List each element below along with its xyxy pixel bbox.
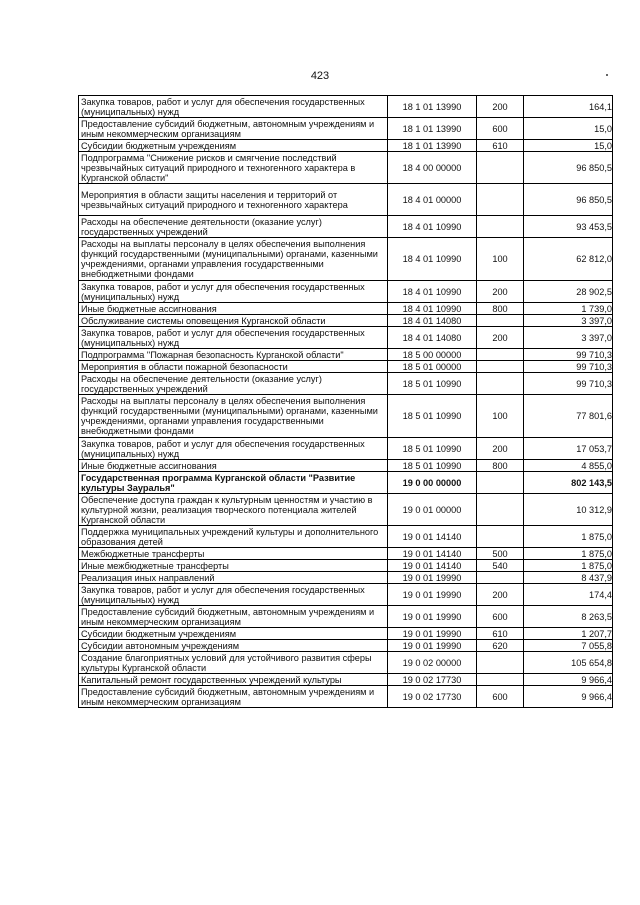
row-code-cell: 18 4 01 14080	[388, 327, 477, 349]
row-name-cell: Межбюджетные трансферты	[79, 548, 388, 560]
row-name-cell: Государственная программа Курганской области "Развитие культуры Зауралья"	[79, 472, 388, 494]
row-code-cell: 18 4 01 00000	[388, 184, 477, 216]
row-amount-cell: 1 875,0	[524, 548, 613, 560]
table-row	[79, 548, 613, 560]
row-name-cell: Субсидии автономным учреждениям	[79, 640, 388, 652]
table-row	[79, 373, 613, 395]
row-amount-cell: 93 453,5	[524, 216, 613, 238]
row-expense-type-cell	[477, 373, 524, 395]
row-amount-cell: 9 966,4	[524, 686, 613, 708]
row-code-cell: 19 0 01 14140	[388, 526, 477, 548]
row-code-cell: 19 0 01 19990	[388, 584, 477, 606]
table-row	[79, 584, 613, 606]
row-name-cell: Субсидии бюджетным учреждениям	[79, 140, 388, 152]
table-row	[79, 216, 613, 238]
row-expense-type-cell	[477, 472, 524, 494]
table-row	[79, 560, 613, 572]
table-row	[79, 686, 613, 708]
row-amount-cell: 105 654,8	[524, 652, 613, 674]
row-name-cell: Предоставление субсидий бюджетным, автономным учреждениям и иным некоммерческим организациям	[79, 686, 388, 708]
scan-mark	[606, 74, 608, 76]
row-code-cell: 18 4 01 10990	[388, 238, 477, 281]
row-expense-type-cell	[477, 152, 524, 184]
table-row	[79, 349, 613, 361]
row-code-cell: 18 4 01 10990	[388, 281, 477, 303]
row-amount-cell: 9 966,4	[524, 674, 613, 686]
row-code-cell: 19 0 00 00000	[388, 472, 477, 494]
row-code-cell: 18 4 01 10990	[388, 216, 477, 238]
row-amount-cell: 15,0	[524, 140, 613, 152]
row-amount-cell: 164,1	[524, 96, 613, 118]
row-code-cell: 19 0 02 17730	[388, 686, 477, 708]
row-code-cell: 19 0 01 19990	[388, 628, 477, 640]
row-name-cell: Закупка товаров, работ и услуг для обеспечения государственных (муниципальных) нужд	[79, 584, 388, 606]
table-row	[79, 652, 613, 674]
row-name-cell: Расходы на выплаты персоналу в целях обеспечения выполнения функций государственными (муниципальными) органами, казенными учреждениями, органами управления государственными внебюджетными фондами	[79, 238, 388, 281]
table-row	[79, 184, 613, 216]
row-name-cell: Подпрограмма "Снижение рисков и смягчение последствий чрезвычайных ситуаций природного и техногенного характера в Курганской области"	[79, 152, 388, 184]
row-name-cell: Обслуживание системы оповещения Курганской области	[79, 315, 388, 327]
row-expense-type-cell	[477, 216, 524, 238]
row-code-cell: 18 5 01 10990	[388, 438, 477, 460]
row-name-cell: Расходы на выплаты персоналу в целях обеспечения выполнения функций государственными (муниципальными) органами, казенными учреждениями, органами управления государственными внебюджетными фондами	[79, 395, 388, 438]
row-amount-cell: 15,0	[524, 118, 613, 140]
row-amount-cell: 96 850,5	[524, 184, 613, 216]
row-code-cell: 18 1 01 13990	[388, 118, 477, 140]
budget-table-body	[79, 96, 613, 708]
row-code-cell: 18 1 01 13990	[388, 96, 477, 118]
row-code-cell: 18 5 01 10990	[388, 395, 477, 438]
table-row	[79, 281, 613, 303]
row-code-cell: 18 4 00 00000	[388, 152, 477, 184]
row-amount-cell: 1 875,0	[524, 526, 613, 548]
row-expense-type-cell	[477, 349, 524, 361]
table-row	[79, 640, 613, 652]
row-name-cell: Закупка товаров, работ и услуг для обеспечения государственных (муниципальных) нужд	[79, 281, 388, 303]
row-code-cell: 19 0 01 00000	[388, 494, 477, 526]
row-expense-type-cell: 610	[477, 628, 524, 640]
row-name-cell: Реализация иных направлений	[79, 572, 388, 584]
row-amount-cell: 17 053,7	[524, 438, 613, 460]
row-name-cell: Расходы на обеспечение деятельности (оказание услуг) государственных учреждений	[79, 373, 388, 395]
row-amount-cell: 802 143,5	[524, 472, 613, 494]
row-name-cell: Поддержка муниципальных учреждений культуры и дополнительного образования детей	[79, 526, 388, 548]
row-name-cell: Создание благоприятных условий для устойчивого развития сферы культуры Курганской области	[79, 652, 388, 674]
row-code-cell: 18 5 00 00000	[388, 349, 477, 361]
row-code-cell: 19 0 02 17730	[388, 674, 477, 686]
row-expense-type-cell: 200	[477, 584, 524, 606]
table-row	[79, 606, 613, 628]
page-number: 423	[310, 70, 330, 82]
row-expense-type-cell: 200	[477, 438, 524, 460]
table-row	[79, 152, 613, 184]
row-name-cell: Предоставление субсидий бюджетным, автономным учреждениям и иным некоммерческим организациям	[79, 118, 388, 140]
row-expense-type-cell: 200	[477, 96, 524, 118]
row-expense-type-cell	[477, 572, 524, 584]
row-name-cell: Расходы на обеспечение деятельности (оказание услуг) государственных учреждений	[79, 216, 388, 238]
table-row	[79, 526, 613, 548]
row-code-cell: 18 5 01 10990	[388, 373, 477, 395]
row-name-cell: Капитальный ремонт государственных учреждений культуры	[79, 674, 388, 686]
row-expense-type-cell: 600	[477, 118, 524, 140]
row-code-cell: 18 4 01 10990	[388, 303, 477, 315]
table-row	[79, 327, 613, 349]
row-expense-type-cell	[477, 652, 524, 674]
row-amount-cell: 4 855,0	[524, 460, 613, 472]
row-expense-type-cell	[477, 526, 524, 548]
row-name-cell: Иные межбюджетные трансферты	[79, 560, 388, 572]
row-name-cell: Субсидии бюджетным учреждениям	[79, 628, 388, 640]
table-row	[79, 472, 613, 494]
table-row	[79, 118, 613, 140]
row-code-cell: 19 0 01 14140	[388, 560, 477, 572]
row-code-cell: 19 0 01 14140	[388, 548, 477, 560]
row-expense-type-cell	[477, 674, 524, 686]
table-row	[79, 395, 613, 438]
row-amount-cell: 8 437,9	[524, 572, 613, 584]
table-row	[79, 494, 613, 526]
row-code-cell: 19 0 02 00000	[388, 652, 477, 674]
row-name-cell: Закупка товаров, работ и услуг для обеспечения государственных (муниципальных) нужд	[79, 96, 388, 118]
row-expense-type-cell: 540	[477, 560, 524, 572]
row-expense-type-cell: 600	[477, 606, 524, 628]
table-row	[79, 238, 613, 281]
row-amount-cell: 174,4	[524, 584, 613, 606]
row-name-cell: Мероприятия в области защиты населения и территорий от чрезвычайных ситуаций природного и техногенного характера	[79, 184, 388, 216]
row-name-cell: Мероприятия в области пожарной безопасности	[79, 361, 388, 373]
row-amount-cell: 8 263,5	[524, 606, 613, 628]
table-row	[79, 674, 613, 686]
row-amount-cell: 99 710,3	[524, 361, 613, 373]
table-row	[79, 572, 613, 584]
row-expense-type-cell: 200	[477, 327, 524, 349]
table-row	[79, 96, 613, 118]
row-code-cell: 18 4 01 14080	[388, 315, 477, 327]
row-amount-cell: 1 739,0	[524, 303, 613, 315]
row-expense-type-cell: 100	[477, 238, 524, 281]
row-expense-type-cell: 100	[477, 395, 524, 438]
row-amount-cell: 99 710,3	[524, 373, 613, 395]
row-code-cell: 19 0 01 19990	[388, 606, 477, 628]
row-expense-type-cell	[477, 184, 524, 216]
row-name-cell: Иные бюджетные ассигнования	[79, 303, 388, 315]
row-expense-type-cell: 600	[477, 686, 524, 708]
table-row	[79, 460, 613, 472]
budget-table	[78, 95, 613, 708]
row-expense-type-cell	[477, 361, 524, 373]
row-amount-cell: 99 710,3	[524, 349, 613, 361]
row-code-cell: 19 0 01 19990	[388, 640, 477, 652]
row-amount-cell: 28 902,5	[524, 281, 613, 303]
row-expense-type-cell	[477, 315, 524, 327]
table-row	[79, 361, 613, 373]
table-row	[79, 303, 613, 315]
row-amount-cell: 3 397,0	[524, 327, 613, 349]
row-amount-cell: 3 397,0	[524, 315, 613, 327]
row-expense-type-cell: 620	[477, 640, 524, 652]
row-name-cell: Закупка товаров, работ и услуг для обеспечения государственных (муниципальных) нужд	[79, 438, 388, 460]
row-name-cell: Закупка товаров, работ и услуг для обеспечения государственных (муниципальных) нужд	[79, 327, 388, 349]
row-name-cell: Иные бюджетные ассигнования	[79, 460, 388, 472]
row-code-cell: 19 0 01 19990	[388, 572, 477, 584]
row-code-cell: 18 5 01 00000	[388, 361, 477, 373]
row-amount-cell: 7 055,8	[524, 640, 613, 652]
row-code-cell: 18 1 01 13990	[388, 140, 477, 152]
table-row	[79, 438, 613, 460]
row-expense-type-cell: 800	[477, 460, 524, 472]
row-expense-type-cell: 500	[477, 548, 524, 560]
row-amount-cell: 96 850,5	[524, 152, 613, 184]
row-amount-cell: 77 801,6	[524, 395, 613, 438]
table-row	[79, 315, 613, 327]
row-code-cell: 18 5 01 10990	[388, 460, 477, 472]
row-expense-type-cell: 200	[477, 281, 524, 303]
row-name-cell: Предоставление субсидий бюджетным, автономным учреждениям и иным некоммерческим организациям	[79, 606, 388, 628]
row-name-cell: Обеспечение доступа граждан к культурным ценностям и участию в культурной жизни, реализация творческого потенциала жителей Курганской области	[79, 494, 388, 526]
row-amount-cell: 10 312,9	[524, 494, 613, 526]
row-amount-cell: 62 812,0	[524, 238, 613, 281]
row-amount-cell: 1 875,0	[524, 560, 613, 572]
row-expense-type-cell: 610	[477, 140, 524, 152]
row-name-cell: Подпрограмма "Пожарная безопасность Курганской области"	[79, 349, 388, 361]
row-expense-type-cell: 800	[477, 303, 524, 315]
table-row	[79, 628, 613, 640]
row-amount-cell: 1 207,7	[524, 628, 613, 640]
row-expense-type-cell	[477, 494, 524, 526]
table-row	[79, 140, 613, 152]
